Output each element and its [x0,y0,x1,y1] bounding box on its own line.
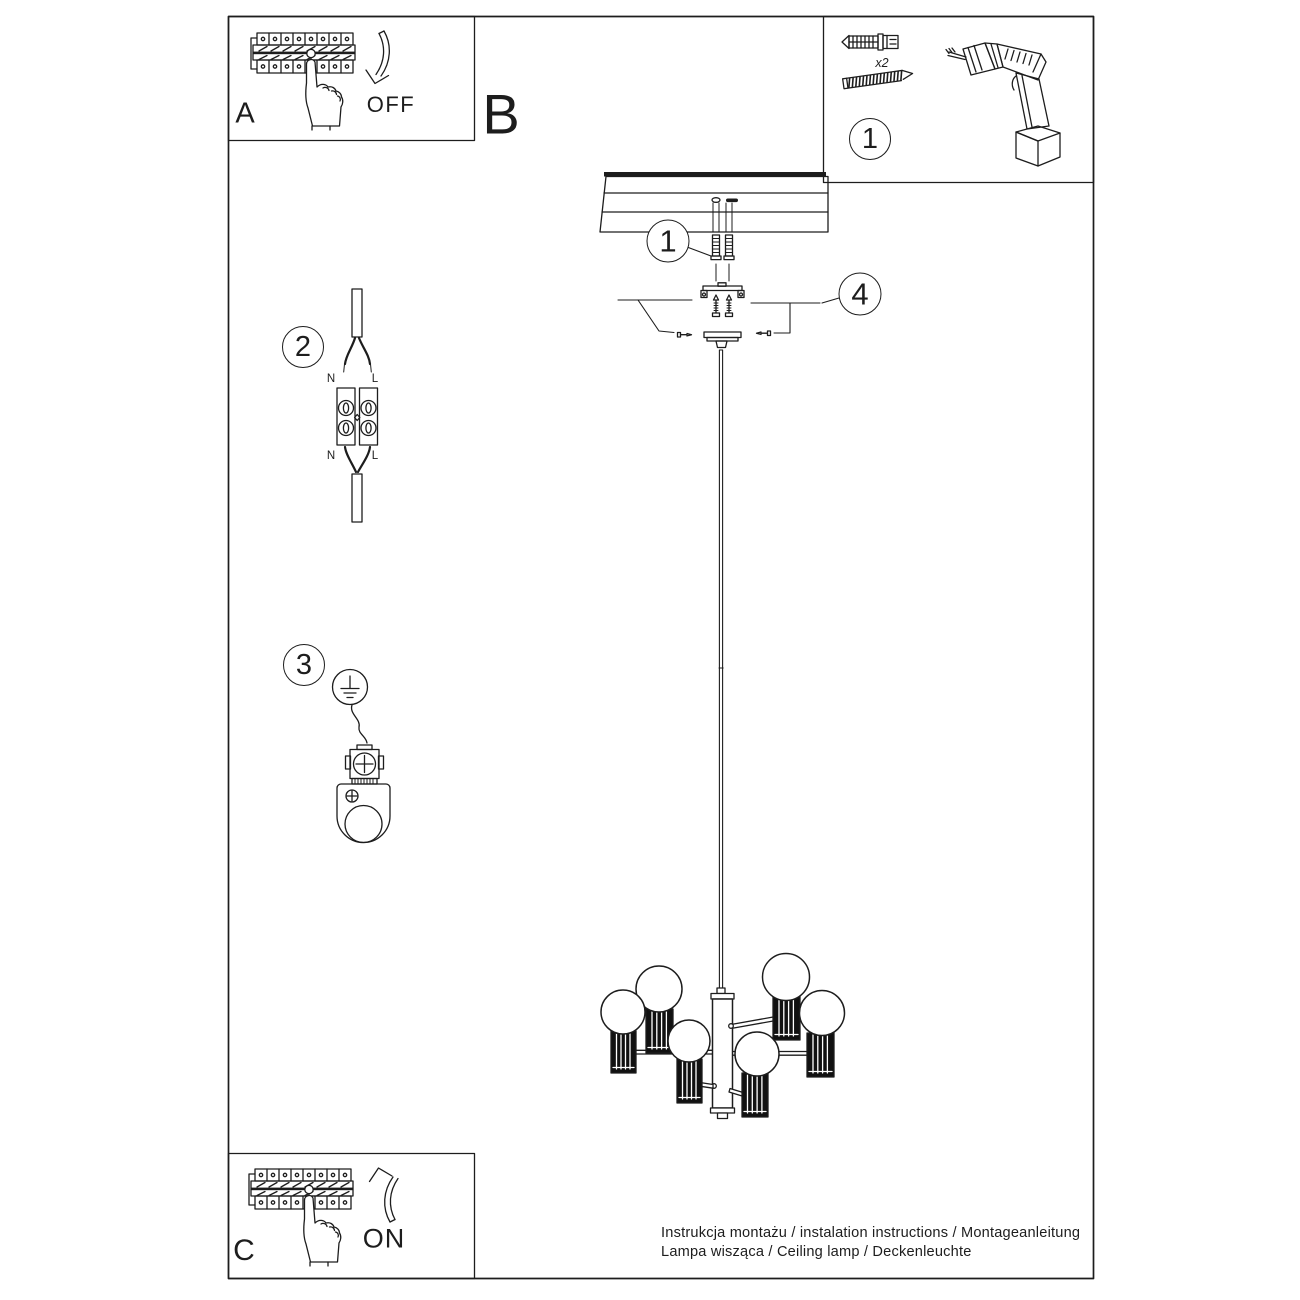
footer-line-1: Instrukcja montażu / instalation instructions / Montageanleitung [661,1225,1081,1241]
chandelier-body [711,988,735,1119]
page-border [229,17,1094,1279]
canopy-screw-left-icon [678,333,692,338]
wall-plug-icon [842,34,898,50]
ceiling-anchor-plugs-icon [711,235,734,260]
breaker-toggle-icon [307,49,315,57]
pendant-rod [719,350,723,988]
lamp-socket-icon [773,996,800,1040]
wire-label-n: N [326,450,336,462]
wire-label-n: N [326,373,336,385]
wire-label-l: L [371,373,379,385]
canopy-screw-right-icon [757,331,771,336]
lamp-socket-icon [807,1033,834,1077]
circuit-breaker-icon [251,33,355,130]
terminal-block-diagram [337,289,378,522]
circuit-breaker-on-icon [249,1169,353,1266]
footer-line-2: Lampa wisząca / Ceiling lamp / Deckenleuchte [661,1243,972,1260]
ground-connector-icon [337,705,390,843]
light-bulb-icon [763,954,810,1001]
curved-arrow-down-icon [366,31,389,84]
alignment-guides [716,264,729,281]
off-label: OFF [366,92,416,117]
callout-wiring-2: 2 [282,326,324,368]
curved-arrow-up-icon [370,1168,399,1222]
wire-label-l: L [371,450,379,462]
callout-assembly-1: 1 [647,220,690,263]
on-label: ON [362,1223,406,1254]
mounting-bracket-icon [701,283,744,298]
lamp-socket-icon [677,1059,702,1103]
light-bulb-icon [735,1032,779,1076]
ceiling-icon [600,172,828,232]
lamp-socket-icon [611,1031,636,1073]
light-bulb-icon [668,1020,710,1062]
drill-icon [946,43,1060,166]
callout-tools-1: 1 [849,118,891,160]
screw-icon [843,69,914,89]
callout-1-leader [687,247,711,256]
pointing-hand-icon [306,60,343,130]
lamp-socket-icon [742,1073,768,1117]
footer-text [661,1224,1080,1262]
panel-b-label: B [482,82,520,146]
panel-a-label: A [235,97,255,130]
ground-symbol-icon [333,670,368,705]
light-bulb-icon [800,991,845,1036]
bracket-screws-icon [713,295,733,317]
callout-assembly-4: 4 [839,273,882,316]
panel-c-label: C [233,1234,255,1267]
canopy-icon [704,332,741,348]
panel-a-box [229,17,475,141]
light-bulb-icon [601,990,645,1034]
callout-ground-3: 3 [283,644,325,686]
screw-quantity-label: x2 [875,56,889,70]
